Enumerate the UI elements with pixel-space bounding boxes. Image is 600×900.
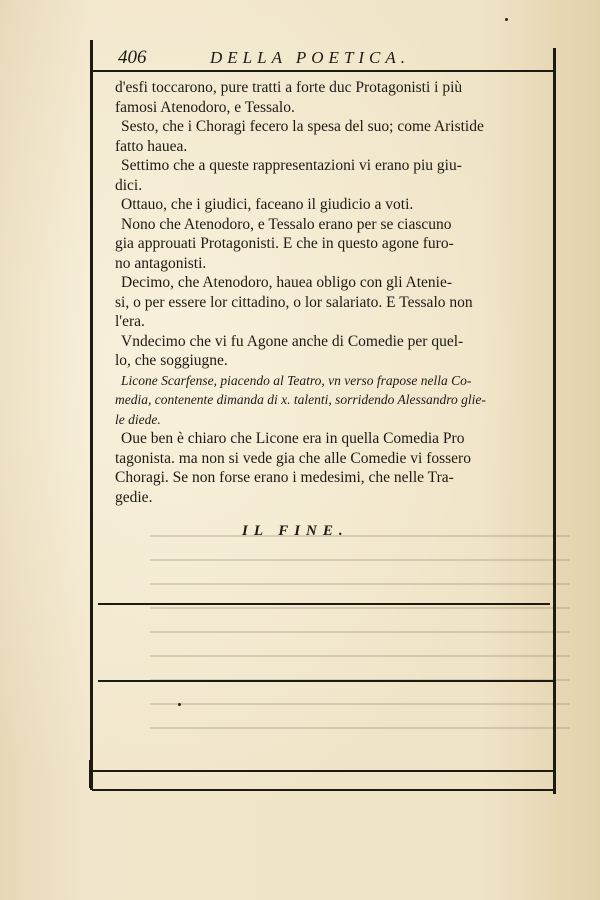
page-number: 406 [118, 47, 147, 68]
header-rule [92, 70, 555, 72]
text-line: Oue ben è chiaro che Licone era in quella Comedia Pro [121, 430, 465, 447]
end-mark: IL FINE. [242, 523, 349, 539]
text-line: Nono che Atenodoro, e Tessalo erano per se ciascuno [121, 215, 452, 233]
footer-tick [89, 760, 91, 788]
text-line: gedie. [115, 488, 153, 506]
footer-rule [92, 770, 556, 772]
text-line: lo, che soggiugne. [115, 352, 228, 369]
ink-speck [505, 18, 508, 21]
text-line: fatto hauea. [115, 137, 188, 155]
text-line: Settimo che a queste rappresentazioni vi erano piu giu- [121, 157, 462, 174]
text-line: Sesto, che i Choragi fecero la spesa del suo; come Aristide [121, 118, 484, 135]
text-line: famosi Atenodoro, e Tessalo. [115, 98, 295, 116]
ink-speck [178, 703, 181, 706]
text-line: Ottauo, che i giudici, faceano il giudicio a voti. [121, 196, 414, 213]
text-line: l'era. [115, 313, 145, 330]
left-border-rule [90, 40, 93, 790]
quotation-line: le diede. [115, 411, 161, 427]
text-line: dici. [115, 176, 143, 194]
blank-rule [98, 603, 550, 605]
text-line: tagonista. ma non si vede gia che alle Comedie vi fossero [115, 449, 471, 467]
footer-rule [92, 789, 556, 791]
quotation-line: Licone Scarfense, piacendo al Teatro, vn verso frapose nella Co- [121, 372, 472, 388]
bleed-through-texture [150, 520, 570, 730]
text-line: Vndecimo che vi fu Agone anche di Comedie per quel- [121, 332, 464, 350]
quotation-line: media, contenente dimanda di x. talenti, sorridendo Alessandro glie- [115, 392, 486, 407]
text-line: gia approuati Protagonisti. E che in questo agone furo- [115, 235, 454, 252]
running-head: DELLA POETICA. [210, 48, 411, 67]
blank-rule [98, 680, 554, 682]
text-line: Decimo, che Atenodoro, hauea obligo con gli Atenie- [121, 274, 453, 291]
text-line: Choragi. Se non forse erano i medesimi, che nelle Tra- [115, 469, 454, 486]
text-line: d'esfi toccarono, pure tratti a forte duc Protagonisti i più [115, 79, 463, 96]
page-header [100, 44, 555, 70]
main-text [115, 78, 565, 507]
text-line: si, o per essere lor cittadino, o lor salariato. E Tessalo non [115, 293, 473, 311]
text-line: no antagonisti. [115, 254, 207, 272]
